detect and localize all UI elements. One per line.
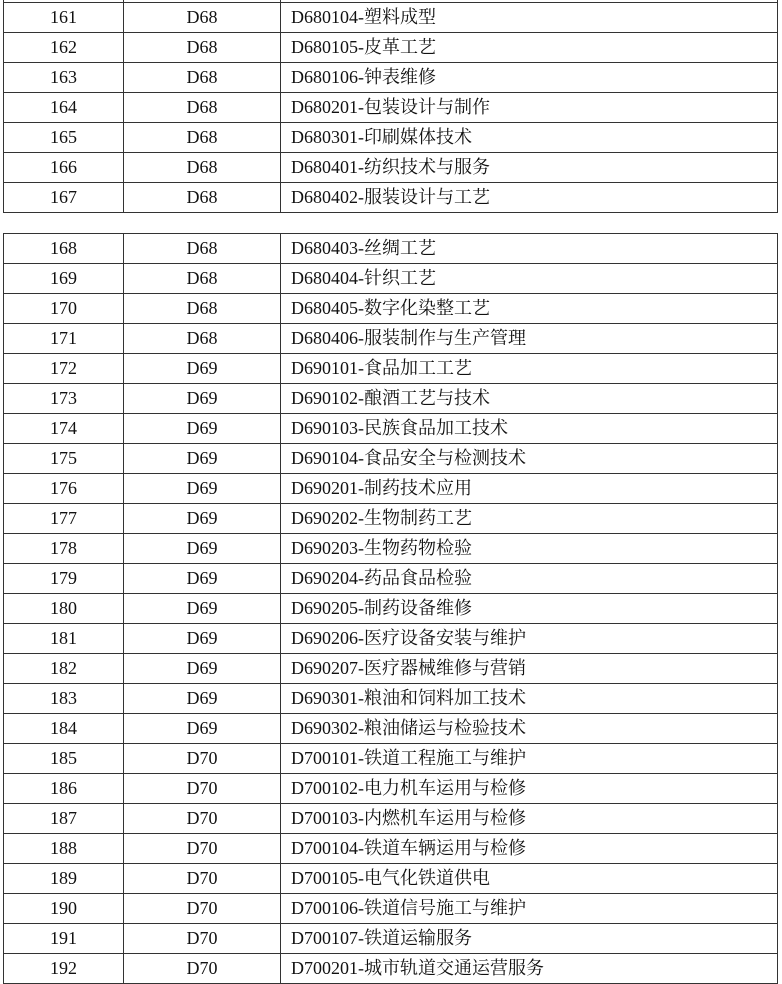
table-row: [4, 93, 778, 123]
category-code-cell: D68: [124, 63, 281, 93]
major-name-cell: D700105-电气化铁道供电: [281, 864, 778, 894]
major-table-bottom-body: [4, 234, 778, 984]
row-number-cell: 183: [4, 684, 124, 714]
row-number-cell: 185: [4, 744, 124, 774]
table-row: [4, 444, 778, 474]
category-code-cell: D68: [124, 3, 281, 33]
major-name-cell: D700103-内燃机车运用与检修: [281, 804, 778, 834]
table-row: [4, 123, 778, 153]
category-code-cell: D69: [124, 504, 281, 534]
major-name-cell: D690206-医疗设备安装与维护: [281, 624, 778, 654]
row-number-cell: 177: [4, 504, 124, 534]
row-number-cell: 187: [4, 804, 124, 834]
major-name-cell: D700104-铁道车辆运用与检修: [281, 834, 778, 864]
category-code-cell: D69: [124, 414, 281, 444]
table-row: [4, 264, 778, 294]
row-number-cell: 169: [4, 264, 124, 294]
row-number-cell: 190: [4, 894, 124, 924]
major-name-cell: D690101-食品加工工艺: [281, 354, 778, 384]
category-code-cell: D69: [124, 594, 281, 624]
page-gap: [0, 214, 782, 232]
category-code-cell: D68: [124, 33, 281, 63]
category-code-cell: D70: [124, 924, 281, 954]
major-name-cell: D680105-皮革工艺: [281, 33, 778, 63]
major-table-top-body: [4, 0, 778, 213]
row-number-cell: 178: [4, 534, 124, 564]
category-code-cell: D68: [124, 123, 281, 153]
major-name-cell: D690302-粮油储运与检验技术: [281, 714, 778, 744]
major-name-cell: D690201-制药技术应用: [281, 474, 778, 504]
category-code-cell: D68: [124, 93, 281, 123]
row-number-cell: 161: [4, 3, 124, 33]
table-row: [4, 504, 778, 534]
category-code-cell: D69: [124, 714, 281, 744]
major-name-cell: D700101-铁道工程施工与维护: [281, 744, 778, 774]
row-number-cell: 175: [4, 444, 124, 474]
category-code-cell: D70: [124, 834, 281, 864]
row-number-cell: 172: [4, 354, 124, 384]
row-number-cell: 176: [4, 474, 124, 504]
category-code-cell: D70: [124, 744, 281, 774]
table-row: [4, 864, 778, 894]
row-number-cell: 164: [4, 93, 124, 123]
table-row: [4, 294, 778, 324]
row-number-cell: 181: [4, 624, 124, 654]
category-code-cell: D69: [124, 384, 281, 414]
category-code-cell: D69: [124, 654, 281, 684]
row-number-cell: 188: [4, 834, 124, 864]
row-number-cell: 167: [4, 183, 124, 213]
major-name-cell: D680401-纺织技术与服务: [281, 153, 778, 183]
major-name-cell: D680403-丝绸工艺: [281, 234, 778, 264]
table-row: [4, 153, 778, 183]
major-name-cell: D700106-铁道信号施工与维护: [281, 894, 778, 924]
row-number-cell: 180: [4, 594, 124, 624]
row-number-cell: 171: [4, 324, 124, 354]
table-row: [4, 474, 778, 504]
table-row: [4, 654, 778, 684]
category-code-cell: D70: [124, 804, 281, 834]
row-number-cell: 168: [4, 234, 124, 264]
category-code-cell: D70: [124, 894, 281, 924]
category-code-cell: D68: [124, 153, 281, 183]
category-code-cell: D68: [124, 264, 281, 294]
major-table-bottom: [3, 233, 778, 984]
major-name-cell: D700201-城市轨道交通运营服务: [281, 954, 778, 984]
table-row: [4, 924, 778, 954]
row-number-cell: 162: [4, 33, 124, 63]
major-name-cell: D680301-印刷媒体技术: [281, 123, 778, 153]
table-row: [4, 594, 778, 624]
table-row: [4, 834, 778, 864]
category-code-cell: D68: [124, 294, 281, 324]
major-name-cell: D700107-铁道运输服务: [281, 924, 778, 954]
table-row: [4, 234, 778, 264]
row-number-cell: 174: [4, 414, 124, 444]
major-name-cell: D680405-数字化染整工艺: [281, 294, 778, 324]
major-name-cell: D690103-民族食品加工技术: [281, 414, 778, 444]
major-name-cell: D690203-生物药物检验: [281, 534, 778, 564]
category-code-cell: D69: [124, 624, 281, 654]
category-code-cell: D69: [124, 474, 281, 504]
table-row: [4, 744, 778, 774]
major-name-cell: D690207-医疗器械维修与营销: [281, 654, 778, 684]
major-name-cell: D690202-生物制药工艺: [281, 504, 778, 534]
row-number-cell: 165: [4, 123, 124, 153]
table-row: [4, 624, 778, 654]
major-name-cell: D690301-粮油和饲料加工技术: [281, 684, 778, 714]
category-code-cell: D69: [124, 354, 281, 384]
row-number-cell: 184: [4, 714, 124, 744]
major-table-top: [3, 0, 778, 213]
major-name-cell: D680404-针织工艺: [281, 264, 778, 294]
category-code-cell: D68: [124, 183, 281, 213]
category-code-cell: D69: [124, 564, 281, 594]
major-name-cell: D690205-制药设备维修: [281, 594, 778, 624]
category-code-cell: D70: [124, 954, 281, 984]
major-name-cell: D690104-食品安全与检测技术: [281, 444, 778, 474]
row-number-cell: 186: [4, 774, 124, 804]
table-row: [4, 63, 778, 93]
row-number-cell: 163: [4, 63, 124, 93]
major-name-cell: D680106-钟表维修: [281, 63, 778, 93]
table-row: [4, 684, 778, 714]
category-code-cell: D69: [124, 684, 281, 714]
row-number-cell: 182: [4, 654, 124, 684]
table-row: [4, 954, 778, 984]
table-row: [4, 564, 778, 594]
table-row: [4, 804, 778, 834]
category-code-cell: D68: [124, 324, 281, 354]
major-name-cell: D680201-包装设计与制作: [281, 93, 778, 123]
table-row: [4, 714, 778, 744]
category-code-cell: D69: [124, 444, 281, 474]
category-code-cell: D69: [124, 534, 281, 564]
major-name-cell: D680406-服装制作与生产管理: [281, 324, 778, 354]
row-number-cell: 191: [4, 924, 124, 954]
table-row: [4, 324, 778, 354]
major-name-cell: D700102-电力机车运用与检修: [281, 774, 778, 804]
table-row: [4, 414, 778, 444]
category-code-cell: D70: [124, 864, 281, 894]
category-code-cell: D70: [124, 774, 281, 804]
row-number-cell: 173: [4, 384, 124, 414]
major-name-cell: D690204-药品食品检验: [281, 564, 778, 594]
table-row: [4, 774, 778, 804]
table-row: [4, 354, 778, 384]
row-number-cell: 179: [4, 564, 124, 594]
row-number-cell: 189: [4, 864, 124, 894]
category-code-cell: D68: [124, 234, 281, 264]
table-row: [4, 3, 778, 33]
table-row: [4, 894, 778, 924]
row-number-cell: 166: [4, 153, 124, 183]
major-name-cell: D690102-酿酒工艺与技术: [281, 384, 778, 414]
table-row: [4, 384, 778, 414]
major-name-cell: D680104-塑料成型: [281, 3, 778, 33]
row-number-cell: 170: [4, 294, 124, 324]
table-row: [4, 33, 778, 63]
row-number-cell: 192: [4, 954, 124, 984]
table-row: [4, 534, 778, 564]
table-row: [4, 183, 778, 213]
major-name-cell: D680402-服装设计与工艺: [281, 183, 778, 213]
